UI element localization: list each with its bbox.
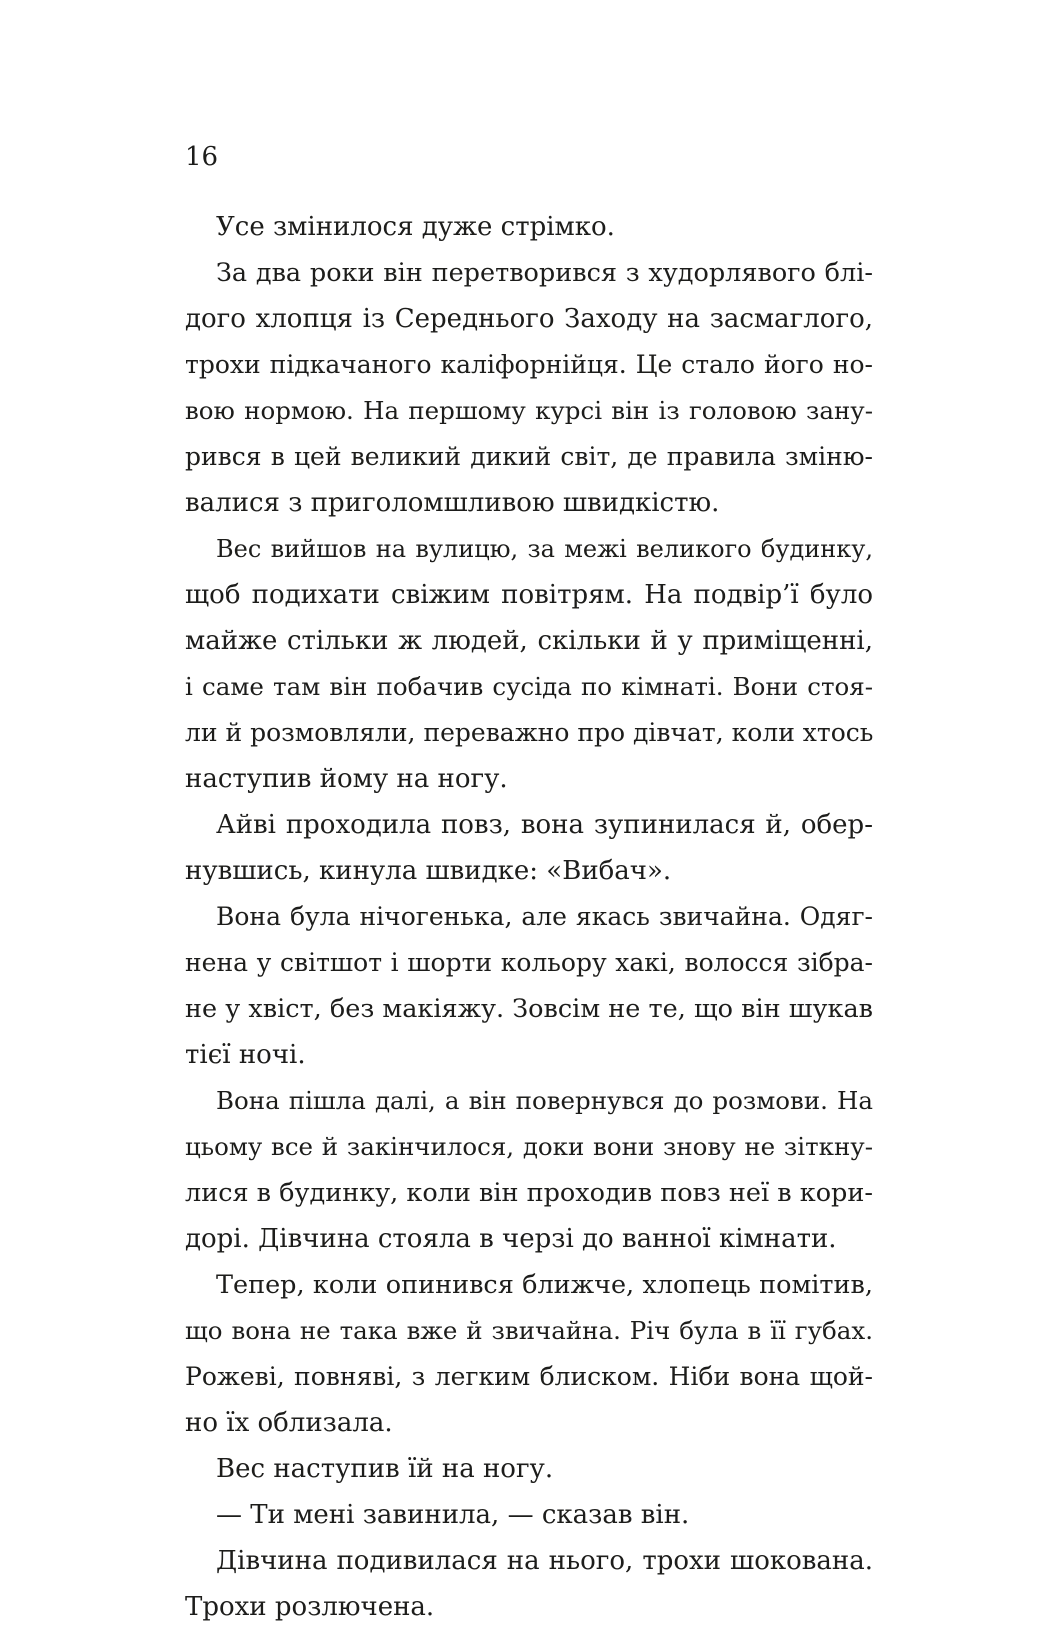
page-number: 16	[185, 142, 219, 172]
text-line: дорі. Дівчина стояла в черзі до ванної кімнати.	[185, 1224, 837, 1254]
text-line: цьому все й закінчилося, доки вони знову не зіткну-	[185, 1132, 873, 1161]
text-line: нена у світшот і шорти кольору хакі, волосся зібра-	[185, 948, 873, 977]
text-line: Трохи розлючена.	[185, 1592, 435, 1622]
text-line: нувшись, кинула швидке: «Вибач».	[185, 856, 672, 886]
text-line: рився в цей великий дикий світ, де правила зміню-	[185, 442, 873, 471]
text-line: но їх облизала.	[185, 1408, 393, 1438]
text-line: Рожеві, повняві, з легким блиском. Ніби вона щой-	[185, 1362, 873, 1391]
body-text	[185, 204, 873, 1630]
text-line: тієї ночі.	[185, 1040, 306, 1070]
text-line: За два роки він перетворився з худорлявого блі-	[216, 258, 873, 288]
text-line: ли й розмовляли, переважно про дівчат, коли хтось	[185, 718, 873, 747]
text-line: Тепер, коли опинився ближче, хлопець помітив,	[216, 1270, 873, 1300]
text-line: Вес наступив їй на ногу.	[216, 1454, 554, 1484]
text-line: Вона пішла далі, а він повернувся до розмови. На	[216, 1086, 873, 1115]
text-line: Вона була нічогенька, але якась звичайна. Одяг-	[216, 902, 873, 931]
text-line: і саме там він побачив сусіда по кімнаті. Вони стоя-	[185, 672, 873, 701]
text-line: Вес вийшов на вулицю, за межі великого будинку,	[216, 535, 873, 563]
text-line: Айві проходила повз, вона зупинилася й, обер-	[216, 810, 873, 840]
text-line: Усе змінилося дуже стрімко.	[216, 212, 615, 242]
text-line: що вона не така вже й звичайна. Річ була в її губах.	[185, 1316, 873, 1345]
text-line: Дівчина подивилася на нього, трохи шокована.	[216, 1546, 873, 1576]
text-line: лися в будинку, коли він проходив повз неї в кори-	[185, 1178, 873, 1208]
text-line: не у хвіст, без макіяжу. Зовсім не те, що він шукав	[185, 994, 873, 1024]
text-line: валися з приголомшливою швидкістю.	[185, 488, 720, 518]
text-line: щоб подихати свіжим повітрям. На подвір’ї було	[185, 580, 873, 610]
text-line: трохи підкачаного каліфорнійця. Це стало його но-	[185, 350, 873, 379]
text-line: — Ти мені завинила, — сказав він.	[216, 1500, 690, 1530]
text-line: наступив йому на ногу.	[185, 764, 508, 794]
text-line: майже стільки ж людей, скільки й у приміщенні,	[185, 626, 873, 656]
text-line: вою нормою. На першому курсі він із головою зану-	[185, 396, 873, 425]
text-line: дого хлопця із Середнього Заходу на засмаглого,	[185, 304, 873, 334]
